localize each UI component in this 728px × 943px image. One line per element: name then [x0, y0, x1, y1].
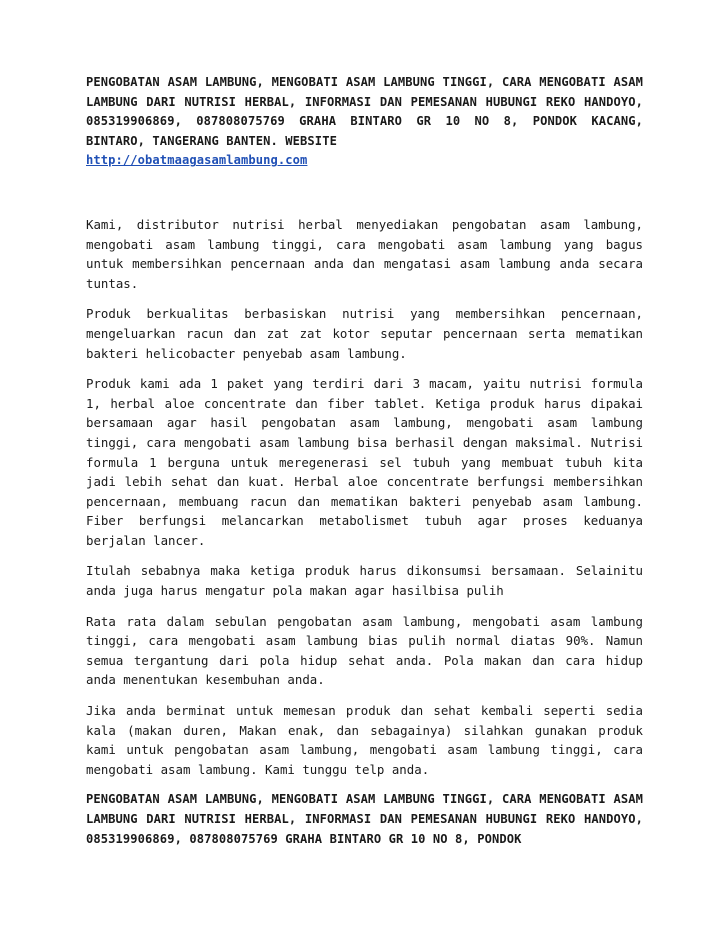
document-page — [86, 73, 643, 860]
spacer — [86, 182, 643, 215]
body-paragraph-1: Kami, distributor nutrisi herbal menyediakan pengobatan asam lambung, mengobati asam lambung tinggi, cara mengobati asam lambung yang bagus untuk membersihkan pencernaan anda dan mengatasi asam lambung anda secara tuntas. — [86, 216, 643, 291]
footer-paragraph: PENGOBATAN ASAM LAMBUNG, MENGOBATI ASAM LAMBUNG TINGGI, CARA MENGOBATI ASAM LAMBUNG DARI NUTRISI HERBAL, INFORMASI DAN PEMESANAN HUBUNGI REKO HANDOYO, 085319906869, 087808075769 GRAHA BINTARO GR 10 NO 8, PONDOK — [86, 792, 643, 846]
body-paragraph-4: Itulah sebabnya maka ketiga produk harus dikonsumsi bersamaan. Selainitu anda juga harus mengatur pola makan agar hasilbisa pulih — [86, 563, 643, 599]
body-paragraph-6: Jika anda berminat untuk memesan produk dan sehat kembali seperti sedia kala (makan duren, Makan enak, dan sebagainya) silahkan gunakan produk kami untuk pengobatan asam lambung, mengobati asam lambung tinggi, cara mengobati asam lambung. Kami tunggu telp anda. — [86, 703, 643, 777]
header-text: PENGOBATAN ASAM LAMBUNG, MENGOBATI ASAM LAMBUNG TINGGI, CARA MENGOBATI ASAM LAMBUNG DARI NUTRISI HERBAL, INFORMASI DAN PEMESANAN HUBUNGI REKO HANDOYO, 085319906869, 087808075769 GRAHA BINTARO GR 10 NO 8, PONDOK KACANG, BINTARO, TANGERANG BANTEN. WEBSITE — [86, 75, 643, 148]
website-link[interactable]: http://obatmaagasamlambung.com — [86, 153, 308, 168]
body-paragraph-3: Produk kami ada 1 paket yang terdiri dari 3 macam, yaitu nutrisi formula 1, herbal aloe concentrate dan fiber tablet. Ketiga produk harus dipakai bersamaan agar hasil pengobatan asam lambung, mengobati asam lambung tinggi, cara mengobati asam lambung bisa berhasil dengan maksimal. Nutrisi formula 1 berguna untuk meregenerasi sel tubuh yang membuat tubuh kita jadi lebih sehat dan kuat. Herbal aloe concentrate berfungsi membersihkan pencernaan, membuang racun dan mematikan bakteri penyebab asam lambung. Fiber berfungsi melancarkan metabolismet tubuh agar proses keduanya berjalan lancer. — [86, 376, 643, 548]
body-paragraph-5: Rata rata dalam sebulan pengobatan asam lambung, mengobati asam lambung tinggi, cara mengobati asam lambung bias pulih normal diatas 90%. Namun semua tergantung dari pola hidup sehat anda. Pola makan dan cara hidup anda menentukan kesembuhan anda. — [86, 613, 643, 688]
body-paragraph-2: Produk berkualitas berbasiskan nutrisi yang membersihkan pencernaan, mengeluarkan racun dan zat zat kotor seputar pencernaan serta mematikan bakteri helicobacter penyebab asam lambung. — [86, 306, 643, 361]
header-paragraph — [86, 73, 643, 171]
